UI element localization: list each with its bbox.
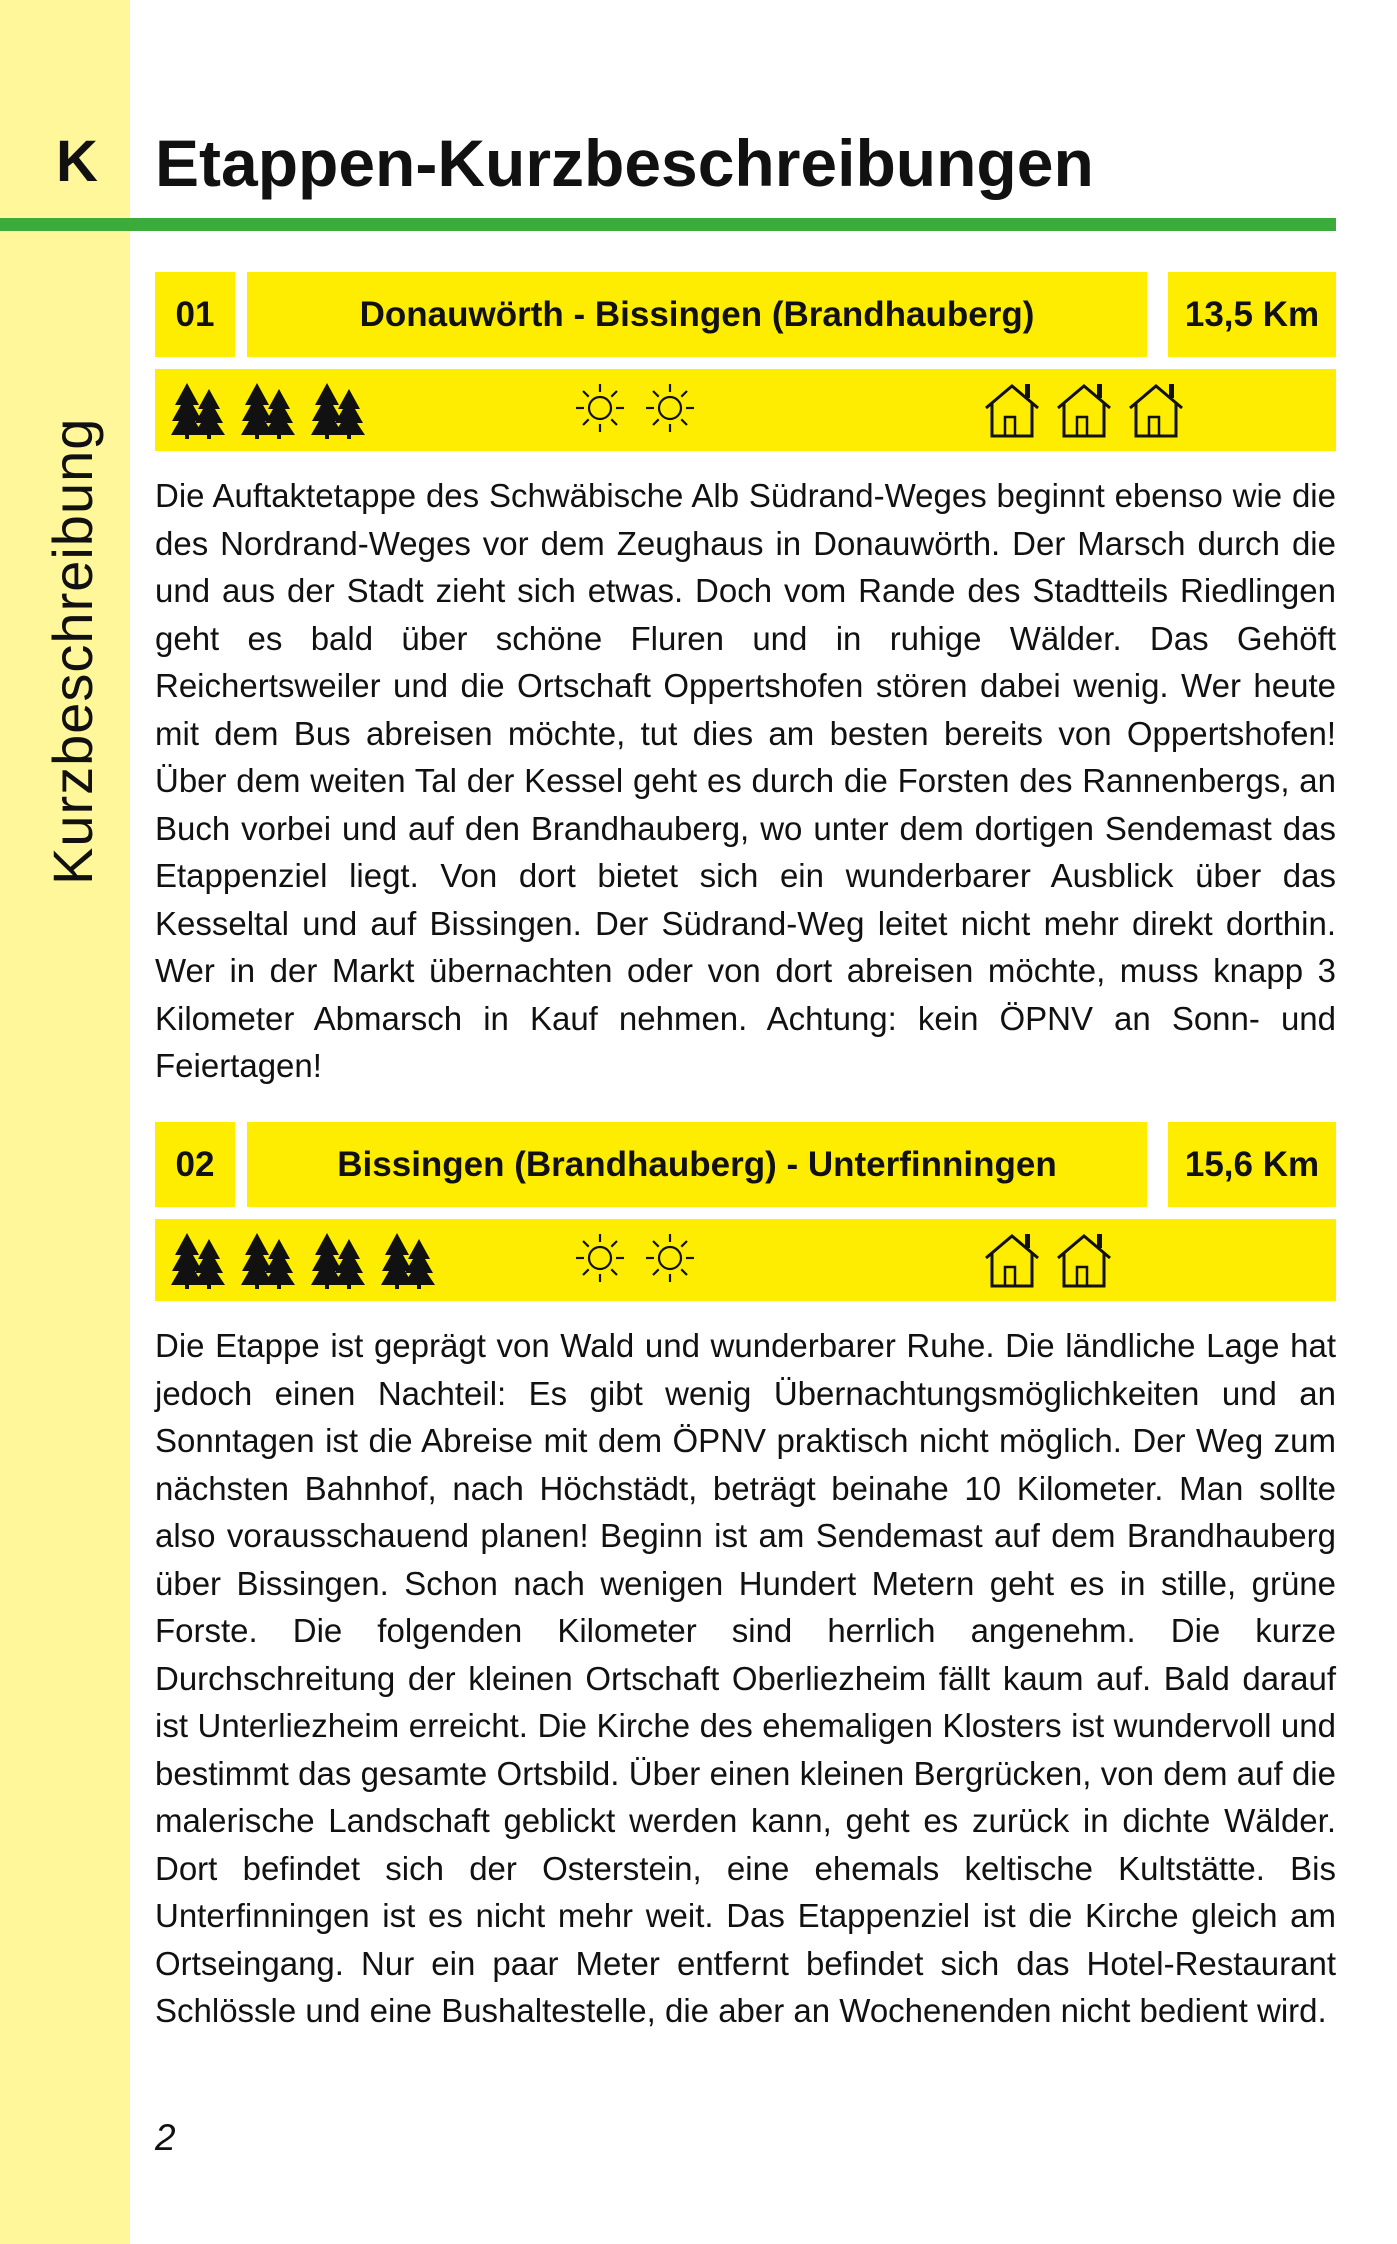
stage-route: Bissingen (Brandhauberg) - Unterfinningen — [247, 1122, 1147, 1207]
page-number: 2 — [155, 2117, 176, 2158]
chapter-letter: K — [56, 129, 98, 194]
house-icon — [1127, 381, 1185, 439]
house-icon — [983, 1231, 1041, 1289]
house-icon — [1055, 1231, 1113, 1289]
tree-icon — [239, 381, 299, 439]
tree-icon — [379, 1231, 439, 1289]
stage-header — [155, 1122, 1336, 1207]
forest-rating — [169, 381, 369, 439]
house-icon — [983, 381, 1041, 439]
sun-icon — [573, 381, 627, 435]
stage-02 — [155, 1122, 1336, 2082]
tree-icon — [309, 1231, 369, 1289]
sun-rating — [573, 381, 697, 439]
sidebar-label: Kurzbeschreibung — [41, 417, 104, 885]
lodging-rating — [983, 381, 1185, 439]
rating-bar — [155, 369, 1336, 451]
stage-description: Die Auftaktetappe des Schwäbische Alb Südrand-Weges beginnt ebenso wie die des Nordrand-Weges vor dem Zeughaus in Donauwörth. Der Marsch durch die und aus der Stadt zieht sich etwas. Doch vom Rande des Stadtteils Riedlingen geht es bald über schöne Fluren und in ruhige Wälder. Das Gehöft Reichertsweiler und die Ortschaft Oppertshofen stören dabei wenig. Wer heute mit dem Bus abreisen möchte, tut dies am besten bereits von Oppertshofen! Über dem weiten Tal der Kessel geht es durch die Forsten des Rannenbergs, an Buch vorbei und auf den Brandhauberg, wo unter dem dortigen Sendemast das Etappenziel liegt. Von dort bietet sich ein wunderbarer Ausblick über das Kesseltal und auf Bissingen. Der Südrand-Weg leitet nicht mehr direkt dorthin. Wer in der Markt übernachten oder von dort abreisen möchte, muss knapp 3 Kilometer Abmarsch in Kauf nehmen. Achtung: kein ÖPNV an Sonn- und Feiertagen! — [155, 477, 1336, 1084]
stage-01 — [155, 272, 1336, 1084]
stage-distance: 13,5 Km — [1168, 272, 1336, 357]
page-title: Etappen-Kurzbeschreibungen — [155, 126, 1094, 200]
stage-route: Donauwörth - Bissingen (Brandhauberg) — [247, 272, 1147, 357]
title-divider — [0, 218, 1336, 231]
stage-number: 02 — [155, 1122, 235, 1207]
tree-icon — [239, 1231, 299, 1289]
stage-number: 01 — [155, 272, 235, 357]
forest-rating — [169, 1231, 439, 1289]
house-icon — [1055, 381, 1113, 439]
tree-icon — [309, 381, 369, 439]
sun-rating — [573, 1231, 697, 1289]
sun-icon — [643, 381, 697, 435]
lodging-rating — [983, 1231, 1113, 1289]
stage-description: Die Etappe ist geprägt von Wald und wunderbarer Ruhe. Die ländliche Lage hat jedoch einen Nachteil: Es gibt wenig Übernachtungsmöglichkeiten und an Sonntagen ist die Abreise mit dem ÖPNV praktisch nicht möglich. Der Weg zum nächsten Bahnhof, nach Höchstädt, beträgt beinahe 10 Kilometer. Man sollte also vorausschauend planen! Beginn ist am Sendemast auf dem Brandhauberg über Bissingen. Schon nach wenigen Hundert Metern geht es in stille, grüne Forste. Die folgenden Kilometer sind herrlich angenehm. Die kurze Durchschreitung der kleinen Ortschaft Oberliezheim fällt kaum auf. Bald darauf ist Unterliezheim erreicht. Die Kirche des ehemaligen Klosters ist wundervoll und bestimmt das gesamte Ortsbild. Über einen kleinen Bergrücken, von dem auf die malerische Landschaft geblickt werden kann, geht es zurück in dichte Wälder. Dort befindet sich der Osterstein, eine ehemals keltische Kultstätte. Bis Unterfinningen ist es nicht mehr weit. Das Etappenziel ist die Kirche gleich am Ortseingang. Nur ein paar Meter entfernt befindet sich das Hotel-Restaurant Schlössle und eine Bushaltestelle, die aber an Wochenenden nicht bedient wird. — [155, 1327, 1336, 2029]
sidebar-strip — [0, 0, 130, 2244]
sun-icon — [573, 1231, 627, 1285]
tree-icon — [169, 381, 229, 439]
tree-icon — [169, 1231, 229, 1289]
rating-bar — [155, 1219, 1336, 1301]
stage-header — [155, 272, 1336, 357]
sun-icon — [643, 1231, 697, 1285]
stage-distance: 15,6 Km — [1168, 1122, 1336, 1207]
